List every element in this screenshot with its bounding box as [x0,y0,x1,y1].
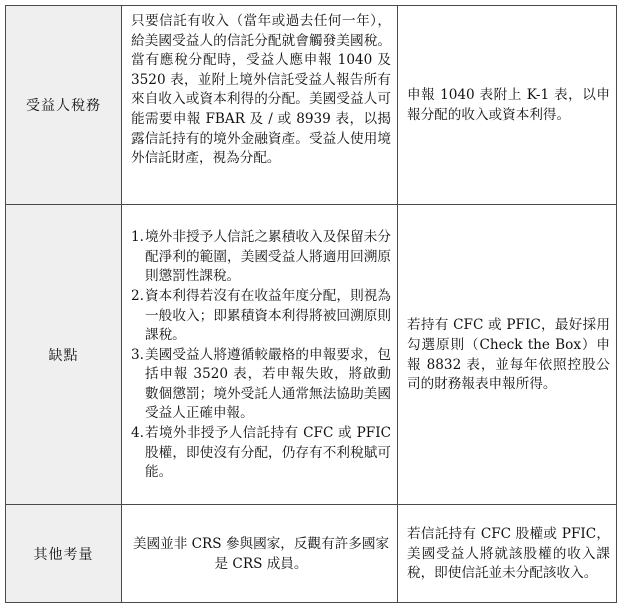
row-label-other-considerations: 其他考量 [6,505,122,603]
comparison-table [5,5,617,603]
foreign-trust-disadvantages [122,205,398,505]
table-row-other-considerations [6,505,617,603]
table-row-beneficiary-tax [6,6,617,205]
list-item: 3. 美國受益人將遵循較嚴格的申報要求，包括申報 3520 表，若申報失敗，將啟動數個懲罰；境外受託人通常無法協助美國受益人正確申報。 [131,346,391,422]
domestic-trust-disadvantages: 若持有 CFC 或 PFIC，最好採用勾選原則（Check the Box）申報 8832 表，並每年依照控股公司的財務報表申報所得。 [398,205,617,505]
list-item: 4. 若境外非授予人信託持有 CFC 或 PFIC 股權，即使沒有分配，仍存有不利稅賦可能。 [131,425,391,481]
foreign-trust-other-considerations: 美國並非 CRS 參與國家，反觀有許多國家是 CRS 成員。 [122,505,398,603]
row-label-disadvantages: 缺點 [6,205,122,505]
disadvantages-list [131,228,391,483]
table-row-disadvantages [6,205,617,505]
list-item: 2. 資本利得若沒有在收益年度分配，則視為一般收入；即累積資本利得將被回溯原則課稅。 [131,287,391,344]
domestic-trust-beneficiary-tax: 申報 1040 表附上 K-1 表，以申報分配的收入或資本利得。 [398,6,617,205]
row-label-beneficiary-tax: 受益人稅務 [6,6,122,205]
domestic-trust-other-considerations: 若信託持有 CFC 股權或 PFIC，美國受益人將就該股權的收入課稅，即使信託並未分配該收入。 [398,505,617,603]
foreign-trust-beneficiary-tax: 只要信託有收入（當年或過去任何一年），給美國受益人的信託分配就會觸發美國稅。當有應稅分配時，受益人應申報 1040 及 3520 表，並附上境外信託受益人報告所有來自收入或資本利得的分配。美國受益人可能需要申報 FBAR 及 / 或 8939 表，以揭露信託持有的境外金融資產。受益人使用境外信託財產，視為分配。 [122,6,398,205]
list-item: 1. 境外非授予人信託之累積收入及保留未分配淨利的範圍，美國受益人將適用回溯原則懲罰性課稅。 [131,229,391,285]
